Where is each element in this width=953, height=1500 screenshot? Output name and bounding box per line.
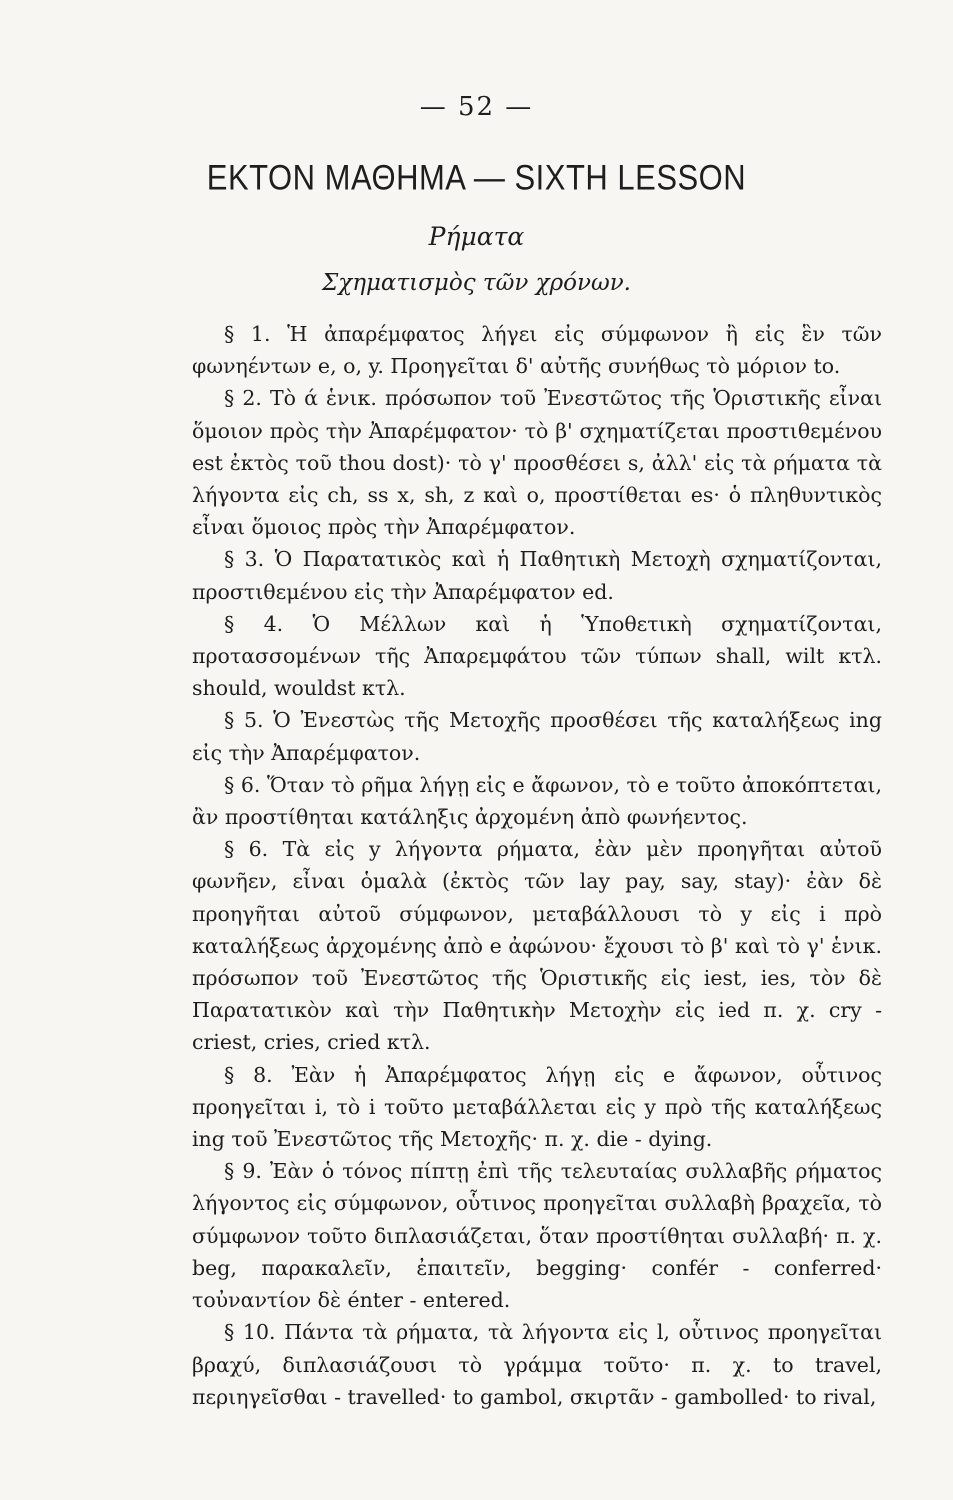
page-number: — 52 —: [419, 92, 534, 122]
paragraph-7: § 6. Τὰ εἰς y λήγοντα ρήματα, ἐὰν μὲν προηγῆται αὐτοῦ φωνῆεν, εἶναι ὁμαλὰ (ἐκτὸς τῶν lay pay, say, stay)· ἐὰν δὲ προηγῆται αὐτοῦ σύμφωνον, μεταβάλλουσι τὸ y εἰς i πρὸ καταλήξεως ἀρχομένης ἀπὸ e ἀφώνου· ἔχουσι τὸ β' καὶ τὸ γ' ἑνικ. πρόσωπον τοῦ Ἐνεστῶτος τῆς Ὁριστικῆς εἰς iest, ies, τὸν δὲ Παρατατικὸν καὶ τὴν Παθητικὴν Μετοχὴν εἰς ied π. χ. cry - criest, cries, cried κτλ.: [192, 837, 882, 1055]
paragraph-4: § 4. Ὁ Μέλλων καὶ ἡ Ὑποθετικὴ σχηματίζονται, προτασσομένων τῆς Ἀπαρεμφάτου τῶν τύπων shall, wilt κτλ. should, wouldst κτλ.: [192, 611, 882, 701]
paragraph-9: § 9. Ἐὰν ὁ τόνος πίπτῃ ἐπὶ τῆς τελευταίας συλλαβῆς ρήματος λήγοντος εἰς σύμφωνον, οὗτινος προηγεῖται συλλαβὴ βραχεῖα, τὸ σύμφωνον τοῦτο διπλασιάζεται, ὅταν προστίθηται συλλαβή· π. χ. beg, παρακαλεῖν, ἐπαιτεῖν, begging· confér - conferred· τοὐναντίον δὲ énter - entered.: [192, 1159, 882, 1313]
paragraph-1: § 1. Ἡ ἀπαρέμφατος λήγει εἰς σύμφωνον ἢ εἰς ἓν τῶν φωνηέντων e, o, y. Προηγεῖται δ' αὐτῆς συνήθως τὸ μόριον to.: [192, 322, 882, 379]
body-text: [192, 318, 882, 1413]
paragraph-5: § 5. Ὁ Ἐνεστὼς τῆς Μετοχῆς προσθέσει τῆς καταλήξεως ing εἰς τὴν Ἀπαρέμφατον.: [192, 708, 882, 765]
paragraph-8: § 8. Ἐὰν ἡ Ἀπαρέμφατος λήγῃ εἰς e ἄφωνον, οὗτινος προηγεῖται i, τὸ i τοῦτο μεταβάλλεται εἰς y πρὸ τῆς καταλήξεως ing τοῦ Ἐνεστῶτος τῆς Μετοχῆς· π. χ. die - dying.: [192, 1062, 882, 1152]
paragraph-6: § 6. Ὅταν τὸ ρῆμα λήγῃ εἰς e ἄφωνον, τὸ e τοῦτο ἀποκόπτεται, ἂν προστίθηται κατάληξις ἀρχομένη ἀπὸ φωνήεντος.: [192, 772, 882, 830]
paragraph-2: § 2. Τὸ ά ἑνικ. πρόσωπον τοῦ Ἐνεστῶτος τῆς Ὁριστικῆς εἶναι ὅμοιον πρὸς τὴν Ἀπαρέμφατον· τὸ β' σχηματίζεται προστιθεμένου est ἐκτὸς τοῦ thou dost)· τὸ γ' προσθέσει s, ἀλλ' εἰς τὰ ρήματα τὰ λήγοντα εἰς ch, ss x, sh, z καὶ o, προστίθεται es· ὁ πληθυντικὸς εἶναι ὅμοιος πρὸς τὴν Ἀπαρέμφατον.: [192, 386, 882, 540]
section-title: Ρήματα: [428, 222, 525, 251]
paragraph-3: § 3. Ὁ Παρατατικὸς καὶ ἡ Παθητικὴ Μετοχὴ σχηματίζονται, προστιθεμένου εἰς τὴν Ἀπαρέμφατον ed.: [192, 547, 882, 604]
section-subtitle: Σχηματισμὸς τῶν χρόνων.: [322, 270, 631, 296]
lesson-title: ΕΚΤΟΝ ΜΑΘΗΜΑ — SIXTH LESSON: [206, 157, 747, 198]
paragraph-10: § 10. Πάντα τὰ ρήματα, τὰ λήγοντα εἰς l, οὗτινος προηγεῖται βραχύ, διπλασιάζουσι τὸ γράμμα τοῦτο· π. χ. to travel, περιηγεῖσθαι - travelled· to gambol, σκιρτᾶν - gambolled· to rival,: [192, 1320, 882, 1409]
